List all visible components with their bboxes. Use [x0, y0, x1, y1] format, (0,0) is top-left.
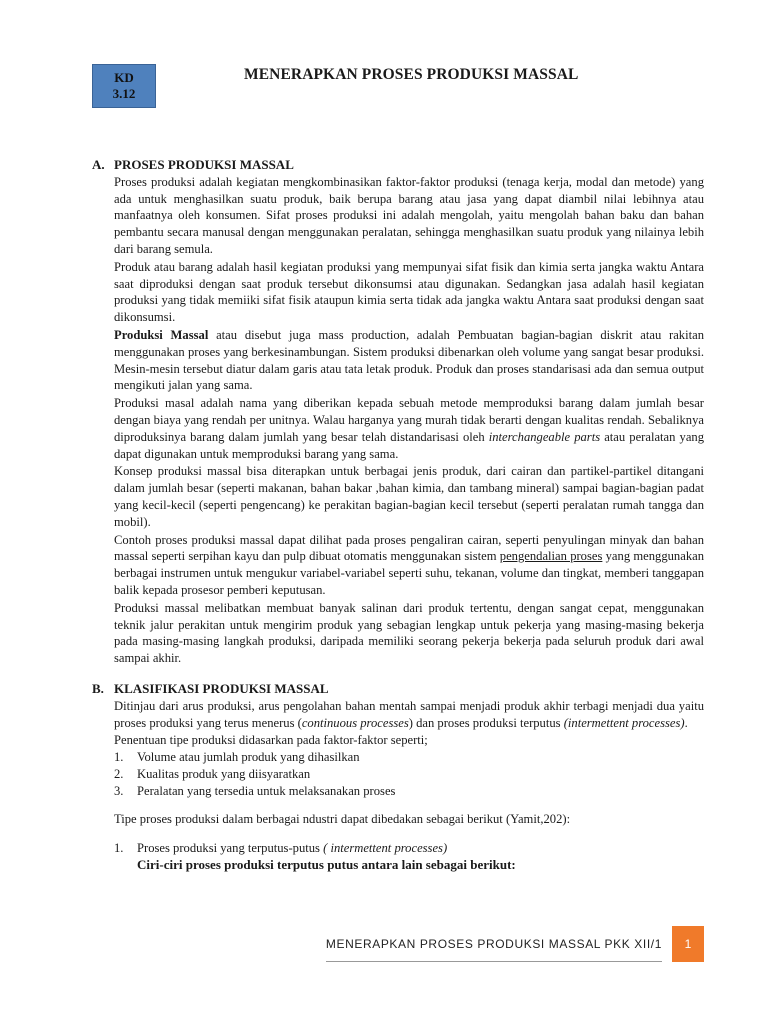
footer-title: MENERAPKAN PROSES PRODUKSI MASSAL PKK XII/1 — [325, 937, 662, 951]
paragraph-contoh-end: yang menggunakan berbagai instrumen untuk mengukur variabel-variabel seperti suhu, tekanan, volume dan tingkat, memberi tanggapan balik kepada prosesor pemberi keputusan. — [114, 549, 705, 597]
section-b-title: KLASIFIKASI PRODUKSI MASSAL — [114, 680, 329, 696]
link-pengendalian-proses[interactable]: pengendalian proses — [499, 549, 603, 564]
section-a-title: PROSES PRODUKSI MASSAL — [114, 157, 294, 172]
list-item — [114, 783, 704, 800]
paragraph-proses-produksi: Proses produksi adalah kegiatan mengkombinasikan faktor-faktor produksi (tenaga kerja, modal dan metode) yang ada untuk menghasilkan suatu produk, baik berupa barang atau jasa yang dapat diambil nilai lebihnya atau manfaatnya oleh konsumen. Sifat proses produksi ini adalah mengolah, yaitu mengolah bahan baku dan bahan pembantu secara manusal dengan menggunakan peralatan, sehingga menghasilkan suatu produk yang nilainya lebih dari barang semula. — [114, 174, 704, 256]
list-item — [114, 840, 704, 857]
paragraph-arus-text: Ditinjau dari arus produksi, arus pengolahan bahan mentah sampai menjadi produk akhir terbagi menjadi dua yaitu proses produksi yang terus menerus ( — [114, 698, 704, 730]
section-b-body — [92, 698, 704, 749]
page-number: 1 — [672, 926, 704, 962]
kd-label: KD — [114, 70, 134, 85]
paragraph-produksi-massal — [114, 327, 704, 394]
paragraph-contoh — [114, 532, 704, 599]
list-text: Kualitas produk yang diisyaratkan — [137, 766, 311, 781]
section-a-heading — [92, 157, 704, 174]
type-list — [92, 840, 704, 874]
section-b-heading — [92, 681, 704, 698]
paragraph-konsep: Konsep produksi massal bisa diterapkan untuk berbagai jenis produk, dari cairan dan partikel-partikel ditangani dalam jumlah besar (seperti makanan, bahan bakar ,bahan kimia, dan tambang mineral) sampai bagian-bagian padat yang kecil-kecil (seperti pengencang) ke perakitan bagian-bagian kecil tersebut (seperti peralatan rumah tangga dan mobil). — [114, 464, 704, 529]
paragraph-tipe-proses: Tipe proses produksi dalam berbagai ndustri dapat dibedakan sebagai berikut (Yamit,202): — [114, 812, 571, 827]
term-produksi-massal: Produksi Massal — [114, 327, 209, 342]
term-intermettent: (intermettent processes) — [563, 715, 685, 730]
list-text: Peralatan yang tersedia untuk melaksanakan proses — [137, 783, 396, 798]
term-intermettent-processes: ( intermettent processes) — [323, 841, 448, 856]
paragraph-arus-end: . — [684, 715, 688, 730]
paragraph-produksi-masal-end: atau peralatan yang dapat digunakan untuk memproduksi barang yang sama. — [114, 429, 705, 461]
section-a-body — [92, 174, 704, 667]
type1-text: Proses produksi yang terputus-putus — [137, 841, 324, 856]
kd-number: 3.12 — [112, 86, 136, 101]
footer-divider — [326, 961, 662, 962]
list-text: Volume atau jumlah produk yang dihasilkan — [137, 750, 360, 765]
paragraph-produk-barang: Produk atau barang adalah hasil kegiatan produksi yang mempunyai sifat fisik dan kimia serta jangka waktu Antara saat diproduksi dengan saat produk tersebut dikonsumsi atau digunakan. Sedangkan jasa adalah hasil kegiatan produksi yang tidak memiiki sifat fisik ataupun kimia serta tidak ada jangka waktu Antara saat produksi dengan saat dikonsumsi. — [114, 259, 704, 325]
list-number: 1. — [114, 750, 124, 765]
term-continuous: continuous processes — [301, 715, 409, 730]
list-number: 2. — [114, 766, 124, 781]
list-item — [114, 766, 704, 783]
paragraph-produksi-masal — [114, 395, 704, 462]
section-b-letter: B. — [92, 680, 104, 696]
section-b-types — [92, 811, 704, 828]
factor-list — [92, 749, 704, 799]
document-body — [92, 157, 704, 874]
list-text — [137, 840, 447, 857]
term-interchangeable-parts: interchangeable parts — [488, 429, 601, 444]
page-title: MENERAPKAN PROSES PRODUKSI MASSAL — [244, 66, 579, 83]
page-footer — [326, 926, 704, 962]
paragraph-arus-produksi — [114, 698, 704, 732]
list-item — [114, 749, 704, 766]
paragraph-produksi-massal-text: atau disebut juga mass production, adalah Pembuatan bagian-bagian diskrit atau rakitan menggunakan proses yang berkesinambungan. Sistem produksi dibenarkan oleh volume yang sangat besar produksi. Mesin-mesin tersebut diatur dalam garis atau tata letak produk. Produk dan proses standarisasi ada dan semua output mengikuti jalan yang sama. — [114, 327, 704, 393]
paragraph-produksi-masal-text: Produksi masal adalah nama yang diberikan kepada sebuah metode memproduksi barang dalam jumlah besar dengan biaya yang rendah per unitnya. Walau harganya yang murah tidak berarti dengan kualitas rendah. Sebaliknya diproduksinya barang dalam jumlah yang besar telah distandarisasi oleh — [114, 396, 704, 444]
ciri-ciri-heading: Ciri-ciri proses produksi terputus putus antara lain sebagai berikut: — [137, 857, 516, 873]
section-a-letter: A. — [92, 157, 105, 172]
paragraph-arus-mid: ) dan proses produksi terputus — [408, 715, 564, 730]
paragraph-melibatkan: Produksi massal melibatkan membuat banyak salinan dari produk tertentu, dengan sangat cepat, menggunakan teknik jalur perakitan untuk mengirim produk yang sebagian lengkap untuk pekerja yang masing-masing bekerja pada masing-masing langkah produksi, daripada memiliki seorang pekerja bekerja pada seluruh produk dari awal sampai akhir. — [114, 600, 704, 666]
list-number: 3. — [114, 783, 124, 798]
list-number: 1. — [114, 841, 124, 856]
paragraph-contoh-text: Contoh proses produksi massal dapat dilihat pada proses pengaliran cairan, seperti penyulingan minyak dan bahan massal seperti serpihan kayu dan pulp dibuat otomatis menggunakan sistem — [114, 532, 704, 564]
kd-badge — [92, 64, 156, 108]
paragraph-penentuan: Penentuan tipe produksi didasarkan pada faktor-faktor seperti; — [114, 733, 428, 748]
